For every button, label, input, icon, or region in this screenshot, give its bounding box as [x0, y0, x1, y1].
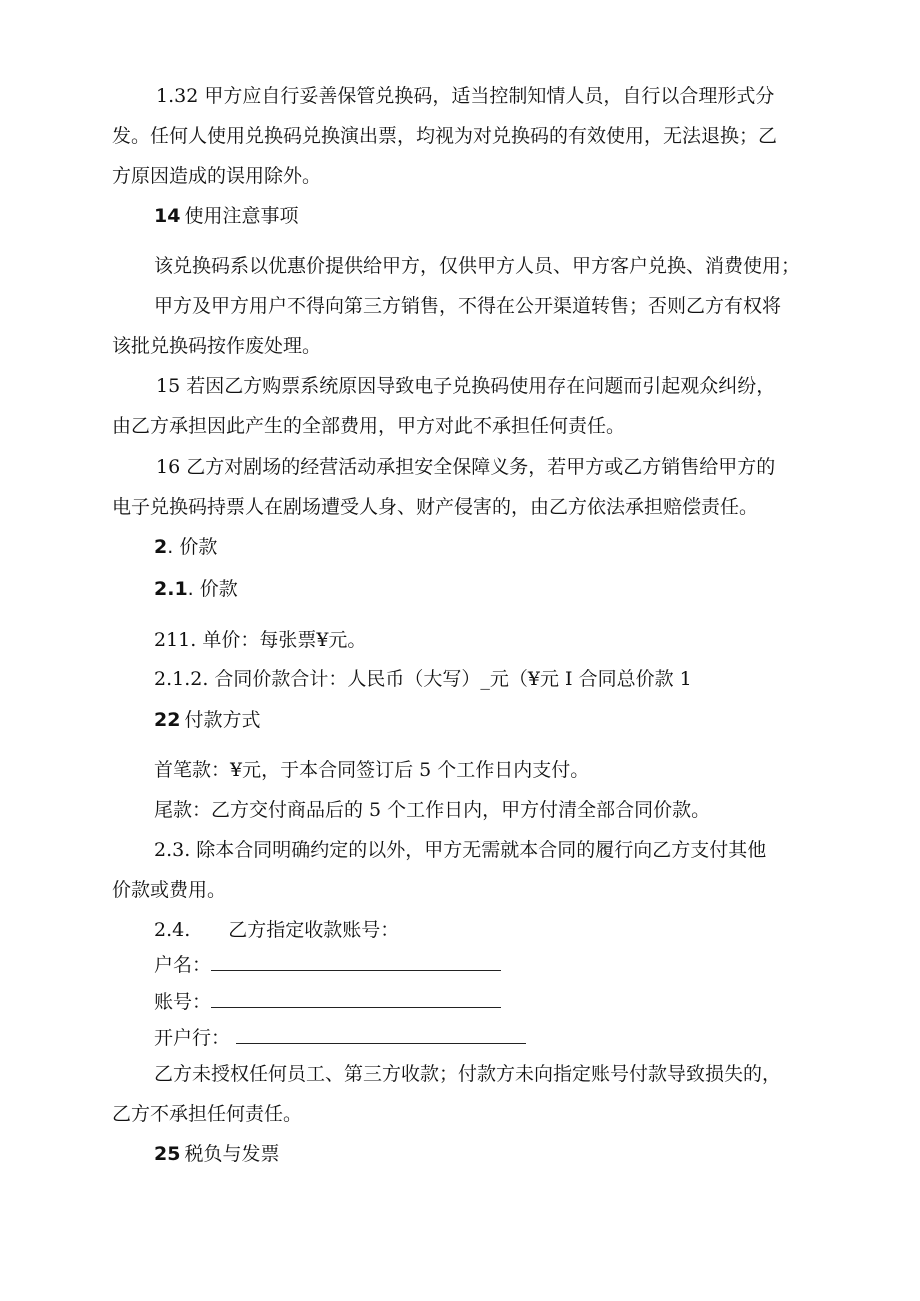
section-2-1-heading	[154, 577, 238, 601]
account-name-blank[interactable]	[211, 952, 501, 971]
final-payment: 尾款：乙方交付商品后的 5 个工作日内，甲方付清全部合同价款。	[154, 799, 711, 821]
section-2-2-number: 22	[154, 709, 181, 731]
clause-2-3-line-1: 2.3. 除本合同明确约定的以外，甲方无需就本合同的履行向乙方支付其他	[154, 839, 767, 861]
clause-14-line-3: 该批兑换码按作废处理。	[112, 335, 322, 357]
section-2-heading	[154, 535, 217, 559]
section-2-1-title: . 价款	[187, 578, 238, 600]
notice-line-1: 乙方未授权任何员工、第三方收款；付款方未向指定账号付款导致损失的，	[154, 1063, 782, 1085]
clause-1-32-line-1: 1.32 甲方应自行妥善保管兑换码，适当控制知情人员，自行以合理形式分	[156, 85, 775, 107]
account-number-blank[interactable]	[211, 989, 501, 1008]
section-2-number: 2	[154, 536, 168, 558]
clause-2-1-2: 2.1.2. 合同价款合计：人民币（大写）_元（¥元 I 合同总价款 1	[154, 668, 692, 690]
section-2-5-heading	[154, 1142, 279, 1166]
clause-15-line-2: 由乙方承担因此产生的全部费用，甲方对此不承担任何责任。	[112, 415, 626, 437]
account-name-row	[154, 952, 501, 977]
clause-14-line-2: 甲方及甲方用户不得向第三方销售，不得在公开渠道转售；否则乙方有权将	[154, 295, 782, 317]
bank-label: 开户行：	[154, 1027, 231, 1049]
clause-2-4-text: 乙方指定收款账号：	[228, 919, 400, 941]
clause-16-line-2: 电子兑换码持票人在剧场遭受人身、财产侵害的，由乙方依法承担赔偿责任。	[112, 496, 759, 518]
section-2-5-title: 税负与发票	[184, 1143, 280, 1165]
clause-15-line-1: 15 若因乙方购票系统原因导致电子兑换码使用存在问题而引起观众纠纷，	[156, 375, 776, 397]
section-2-title: . 价款	[167, 536, 218, 558]
first-payment: 首笔款：¥元，于本合同签订后 5 个工作日内支付。	[154, 759, 590, 781]
section-14-number: 14	[154, 205, 181, 227]
account-number-label: 账号：	[154, 991, 212, 1013]
section-2-5-number: 25	[154, 1143, 181, 1165]
section-2-2-heading	[154, 708, 260, 732]
clause-1-32-line-2: 发。任何人使用兑换码兑换演出票，均视为对兑换码的有效使用，无法退换；乙	[112, 125, 778, 147]
section-2-1-number: 2.1	[154, 578, 188, 600]
bank-blank[interactable]	[236, 1025, 526, 1044]
bank-row	[154, 1025, 526, 1050]
clause-2-4-number: 2.4.	[154, 919, 191, 941]
clause-16-line-1: 16 乙方对剧场的经营活动承担安全保障义务，若甲方或乙方销售给甲方的	[156, 456, 776, 478]
clause-1-32-line-3: 方原因造成的误用除外。	[112, 165, 322, 187]
clause-2-3-line-2: 价款或费用。	[112, 879, 227, 901]
notice-line-2: 乙方不承担任何责任。	[112, 1103, 303, 1125]
clause-2-1-1: 211. 单价：每张票¥元。	[154, 629, 367, 651]
section-14-heading	[154, 204, 298, 228]
account-number-row	[154, 989, 501, 1014]
section-14-title: 使用注意事项	[184, 205, 299, 227]
clause-14-line-1: 该兑换码系以优惠价提供给甲方，仅供甲方人员、甲方客户兑换、消费使用；	[154, 255, 801, 277]
account-name-label: 户名：	[154, 954, 212, 976]
section-2-2-title: 付款方式	[184, 709, 261, 731]
clause-2-4	[154, 918, 399, 942]
